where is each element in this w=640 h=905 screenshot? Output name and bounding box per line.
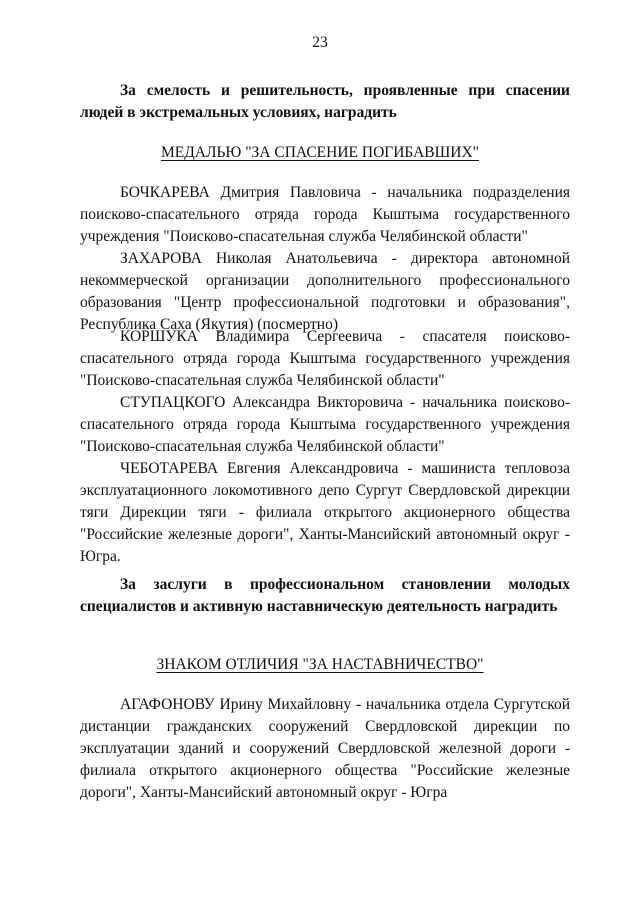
section1-entry-4: СТУПАЦКОГО Александра Викторовича - начальника поисково-спасательного отряда города Кыштыма государственного учреждения "Поисково-спасательная служба Челябинской области" bbox=[80, 394, 570, 455]
page-number: 23 bbox=[312, 34, 328, 51]
section1-award-title: МЕДАЛЬЮ "ЗА СПАСЕНИЕ ПОГИБАВШИХ" bbox=[160, 144, 479, 161]
section1-entry-3: КОРШУКА Владимира Сергеевича - спасателя поисково-спасательного отряда города Кыштыма государственного учреждения "Поисково-спасательная служба Челябинской области" bbox=[80, 328, 570, 389]
section2-entry-1: АГАФОНОВУ Ирину Михайловну - начальника отдела Сургутской дистанции гражданских сооружений Свердловской дирекции по эксплуатации зданий и сооружений Свердловской железной дороги - филиала открытого акционерного общества "Российские железные дороги", Ханты-Мансийский автономный округ - Югра bbox=[80, 696, 570, 801]
section2-intro: За заслуги в профессиональном становлении молодых специалистов и активную наставническую деятельность наградить bbox=[80, 576, 570, 615]
section1-entry-5: ЧЕБОТАРЕВА Евгения Александровича - машиниста тепловоза эксплуатационного локомотивного депо Сургут Свердловской дирекции тяги Дирекции тяги - филиала открытого акционерного общества "Российские железные дороги", Ханты-Мансийский автономный округ - Югра. bbox=[80, 460, 570, 565]
section1-entry-1: БОЧКАРЕВА Дмитрия Павловича - начальника подразделения поисково-спасательного отряда города Кыштыма государственного учреждения "Поисково-спасательная служба Челябинской области" bbox=[80, 184, 570, 245]
section1-intro: За смелость и решительность, проявленные при спасении людей в экстремальных условиях, наградить bbox=[80, 82, 570, 121]
section2-award-title: ЗНАКОМ ОТЛИЧИЯ "ЗА НАСТАВНИЧЕСТВО" bbox=[156, 656, 484, 673]
section1-entry-2: ЗАХАРОВА Николая Анатольевича - директора автономной некоммерческой организации дополнительного профессионального образования "Центр профессиональной подготовки и образования", Республика Саха (Якутия) (посмертно) bbox=[80, 250, 570, 333]
